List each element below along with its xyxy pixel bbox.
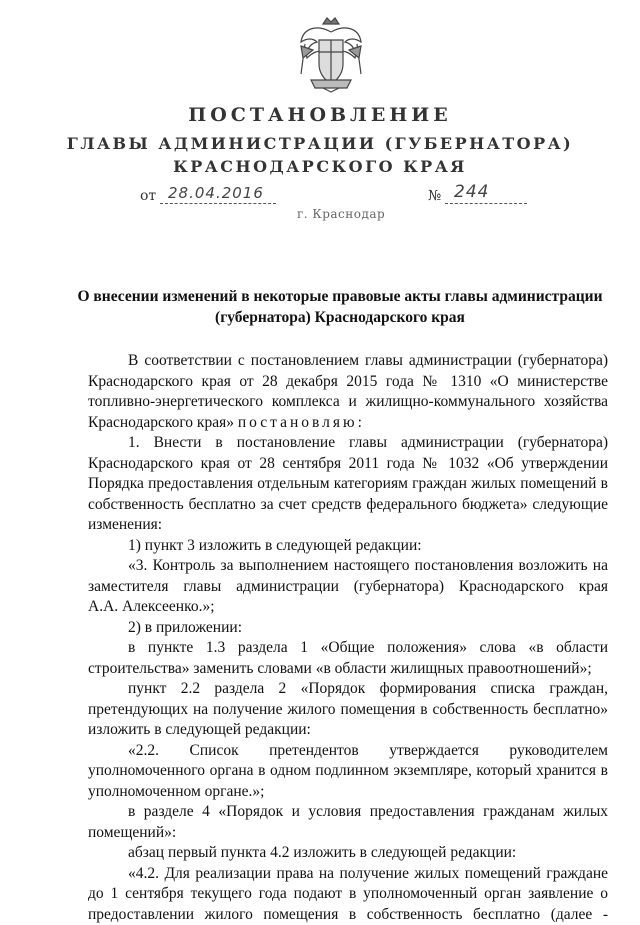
body-line: пункт 2.2 раздела 2 «Порядок формирования списка граждан, [88, 679, 608, 700]
body-line: помещений»: [88, 823, 608, 844]
document-type-heading: ПОСТАНОВЛЕНИЕ [0, 104, 640, 126]
body-line: уполномоченного органа в одном подлинном экземпляре, который хранится в [88, 761, 608, 782]
body-line: Краснодарского края от 28 декабря 2015 года № 1310 «О министерстве [88, 372, 608, 393]
body-line: абзац первый пункта 4.2 изложить в следующей редакции: [88, 843, 608, 864]
body-line: 2) в приложении: [88, 618, 608, 639]
body-line: собственность бесплатно за счет средств федерального бюджета» следующие [88, 495, 608, 516]
body-line: «3. Контроль за выполнением настоящего постановления возложить на [88, 556, 608, 577]
body-line: уполномоченном органе.»; [88, 782, 608, 803]
document-title [70, 286, 610, 328]
coat-of-arms-emblem [297, 14, 365, 94]
title-line: (губернатора) Краснодарского края [70, 307, 610, 328]
body-line: строительства» заменить словами «в области жилищных правоотношений»; [88, 659, 608, 680]
number-underline [445, 203, 527, 204]
body-line: в пункте 1.3 раздела 1 «Общие положения» слова «в области [88, 638, 608, 659]
date-value: 28.04.2016 [168, 184, 264, 202]
resolution-word: постановляю: [238, 414, 365, 431]
number-prefix: № [428, 188, 441, 204]
body-line: заместителя главы администрации (губернатора) Краснодарского края [88, 577, 608, 598]
body-line: «4.2. Для реализации права на получение жилых помещений граждане [88, 864, 608, 885]
number-value: 244 [454, 182, 489, 202]
title-line: О внесении изменений в некоторые правовые акты главы администрации [70, 286, 610, 307]
city-label: г. Краснодар [297, 207, 385, 221]
body-line: 1) пункт 3 изложить в следующей редакции: [88, 536, 608, 557]
body-line: претендующих на получение жилого помещения в собственность бесплатно» [88, 700, 608, 721]
body-line: топливно-энергетического комплекса и жилищно-коммунального хозяйства [88, 392, 608, 413]
body-line: изложить в следующей редакции: [88, 720, 608, 741]
body-line: Порядка предоставления отдельным категориям граждан жилых помещений в [88, 474, 608, 495]
body-line: В соответствии с постановлением главы администрации (губернатора) [88, 351, 608, 372]
body-line: предоставлении жилого помещения в собственность бесплатно (далее - [88, 905, 608, 925]
date-prefix: от [140, 188, 156, 204]
body-line: Краснодарского края от 28 сентября 2011 года № 1032 «Об утверждении [88, 454, 608, 475]
body-line: до 1 сентября текущего года подают в уполномоченный орган заявление о [88, 884, 608, 905]
body-text: Краснодарского края» [88, 414, 234, 431]
issuer-heading: ГЛАВЫ АДМИНИСТРАЦИИ (ГУБЕРНАТОРА) [0, 134, 640, 153]
body-line: в разделе 4 «Порядок и условия предоставления гражданам жилых [88, 802, 608, 823]
body-line: «2.2. Список претендентов утверждается руководителем [88, 741, 608, 762]
region-heading: КРАСНОДАРСКОГО КРАЯ [0, 157, 640, 176]
date-underline [160, 203, 276, 204]
body-line: 1. Внести в постановление главы администрации (губернатора) [88, 433, 608, 454]
body-line [88, 413, 608, 434]
body-line: А.А. Алексеенко.»; [88, 597, 608, 618]
document-body [88, 351, 608, 925]
body-line: изменения: [88, 515, 608, 536]
